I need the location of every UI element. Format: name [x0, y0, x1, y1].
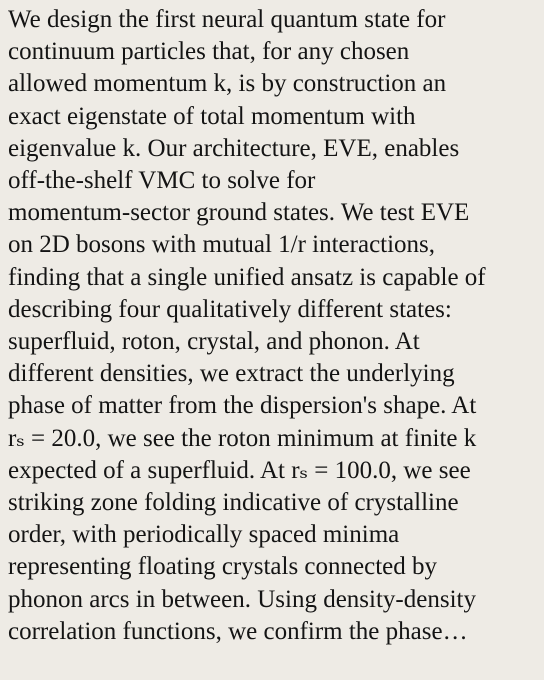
abstract-line: striking zone folding indicative of crystalline [8, 489, 459, 517]
abstract-line: phase of matter from the dispersion's shape. At [8, 392, 477, 420]
abstract-line: representing floating crystals connected by [8, 553, 438, 581]
abstract-line: expected of a superfluid. At rₛ = 100.0, we see [8, 456, 471, 484]
abstract-line: off-the-shelf VMC to solve for [8, 167, 316, 195]
abstract-line: continuum particles that, for any chosen [8, 38, 410, 66]
abstract-line: phonon arcs in between. Using density-density [8, 585, 476, 613]
abstract-line: momentum-sector ground states. We test EVE [8, 199, 470, 227]
abstract-line: exact eigenstate of total momentum with [8, 102, 416, 130]
abstract-line: We design the first neural quantum state for [8, 6, 446, 33]
abstract-line: finding that a single unified ansatz is capable of [8, 263, 486, 291]
abstract-line: eigenvalue k. Our architecture, EVE, enables [8, 134, 460, 162]
abstract-line: superfluid, roton, crystal, and phonon. At [8, 328, 420, 356]
abstract-line: correlation functions, we confirm the phase… [8, 617, 468, 645]
abstract-line: rₛ = 20.0, we see the roton minimum at finite k [8, 424, 477, 452]
abstract-line: on 2D bosons with mutual 1/r interactions, [8, 231, 436, 259]
abstract-line: different densities, we extract the underlying [8, 360, 455, 388]
abstract-line: order, with periodically spaced minima [8, 521, 400, 549]
abstract-line: allowed momentum k, is by construction an [8, 70, 447, 98]
abstract-text [8, 4, 538, 648]
abstract-line: describing four qualitatively different states: [8, 295, 452, 323]
